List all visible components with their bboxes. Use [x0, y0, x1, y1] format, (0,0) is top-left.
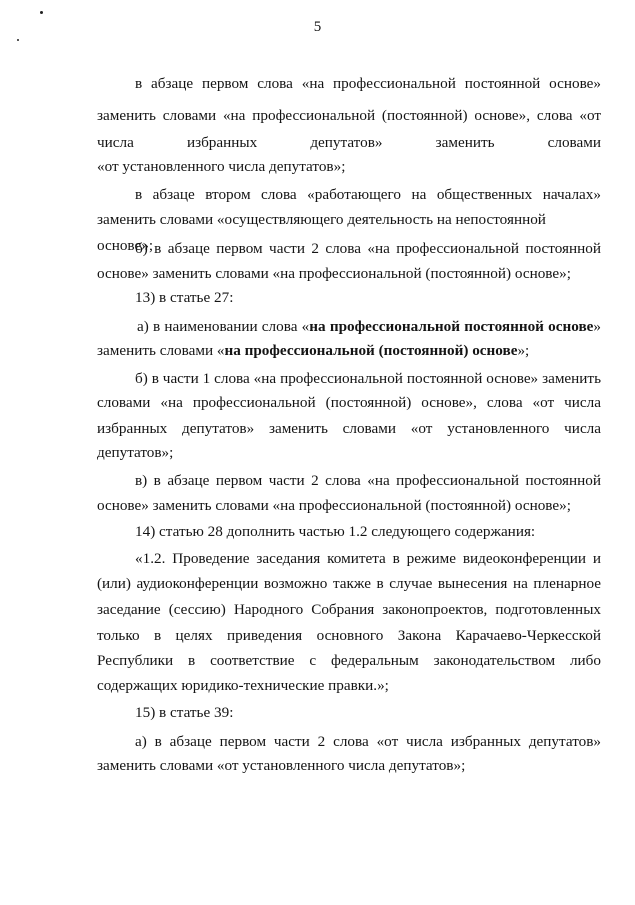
scan-speck — [17, 39, 19, 41]
paragraph — [97, 285, 601, 311]
paragraph — [97, 673, 601, 699]
text-line: а) в наименовании слова « — [137, 318, 310, 335]
paragraph — [97, 261, 601, 287]
paragraph — [97, 236, 601, 262]
text-line: заседание (сессию) Народного Собрания законопроектов, подготовленных — [97, 601, 601, 618]
text-line: »; — [517, 342, 530, 359]
paragraph — [97, 154, 601, 180]
paragraph — [97, 623, 601, 649]
text-line: » — [593, 318, 601, 335]
text-line: в абзаце первом слова «на профессиональной постоянной основе» — [135, 75, 601, 92]
paragraph — [97, 103, 601, 129]
bold-text: на профессиональной (постоянной) основе — [224, 342, 518, 359]
text-line: в абзаце втором слова «работающего на общественных началах» — [135, 186, 601, 203]
text-line: словами «на профессиональной (постоянной) основе», слова «от числа — [97, 394, 601, 411]
text-line: основе» заменить словами «на профессиональной (постоянной) основе»; — [97, 497, 571, 514]
text-line: б) в части 1 слова «на профессиональной постоянной основе» заменить — [135, 370, 601, 387]
text-line: 14) статью 28 дополнить частью 1.2 следующего содержания: — [135, 523, 536, 540]
page-number: 5 — [313, 19, 322, 35]
text-line: заменить словами «на профессиональной (постоянной) основе», слова «от — [97, 107, 601, 124]
text-line: депутатов»; — [97, 444, 174, 461]
paragraph — [97, 440, 601, 466]
bold-text: на профессиональной постоянной основе — [309, 318, 594, 335]
text-line: основе» заменить словами «на профессиональной (постоянной) основе»; — [97, 265, 571, 282]
paragraph — [97, 338, 601, 364]
paragraph — [97, 648, 601, 674]
text-line: заменить словами « — [97, 342, 225, 359]
text-line: в) в абзаце первом части 2 слова «на профессиональной постоянной — [135, 472, 601, 489]
paragraph — [97, 571, 601, 597]
text-line: только в целях приведения основного Закона Карачаево-Черкесской — [97, 627, 601, 644]
text-line: заменить словами «осуществляющего деятельность на непостоянной основе»; — [97, 211, 546, 254]
paragraph — [97, 366, 601, 392]
paragraph — [97, 416, 601, 442]
paragraph — [97, 390, 601, 416]
text-line: Республики в соответствие с федеральным законодательством либо — [97, 652, 601, 669]
paragraph — [97, 71, 601, 97]
paragraph — [97, 493, 601, 519]
paragraph — [97, 753, 601, 779]
paragraph — [97, 182, 601, 208]
text-line: «от установленного числа депутатов»; — [97, 158, 346, 175]
scan-speck — [40, 11, 43, 14]
text-line: 15) в статье 39: — [135, 704, 234, 721]
paragraph — [97, 700, 601, 726]
paragraph — [97, 468, 601, 494]
text-line: «1.2. Проведение заседания комитета в режиме видеоконференции и — [135, 550, 601, 567]
paragraph — [97, 729, 601, 755]
text-line: числа избранных депутатов» заменить словами — [97, 134, 601, 151]
paragraph — [97, 314, 601, 340]
paragraph — [97, 546, 601, 572]
text-line: заменить словами «от установленного числа депутатов»; — [97, 757, 466, 774]
text-line: (или) аудиоконференции возможно также в случае вынесения на пленарное — [97, 575, 601, 592]
text-line: избранных депутатов» заменить словами «от установленного числа — [97, 420, 601, 437]
paragraph — [97, 519, 601, 545]
text-line: б) в абзаце первом части 2 слова «на профессиональной постоянной — [135, 240, 601, 257]
paragraph — [97, 597, 601, 623]
paragraph — [97, 130, 601, 156]
text-line: а) в абзаце первом части 2 слова «от числа избранных депутатов» — [135, 733, 601, 750]
text-line: содержащих юридико-технические правки.»; — [97, 677, 389, 694]
text-line: 13) в статье 27: — [135, 289, 234, 306]
